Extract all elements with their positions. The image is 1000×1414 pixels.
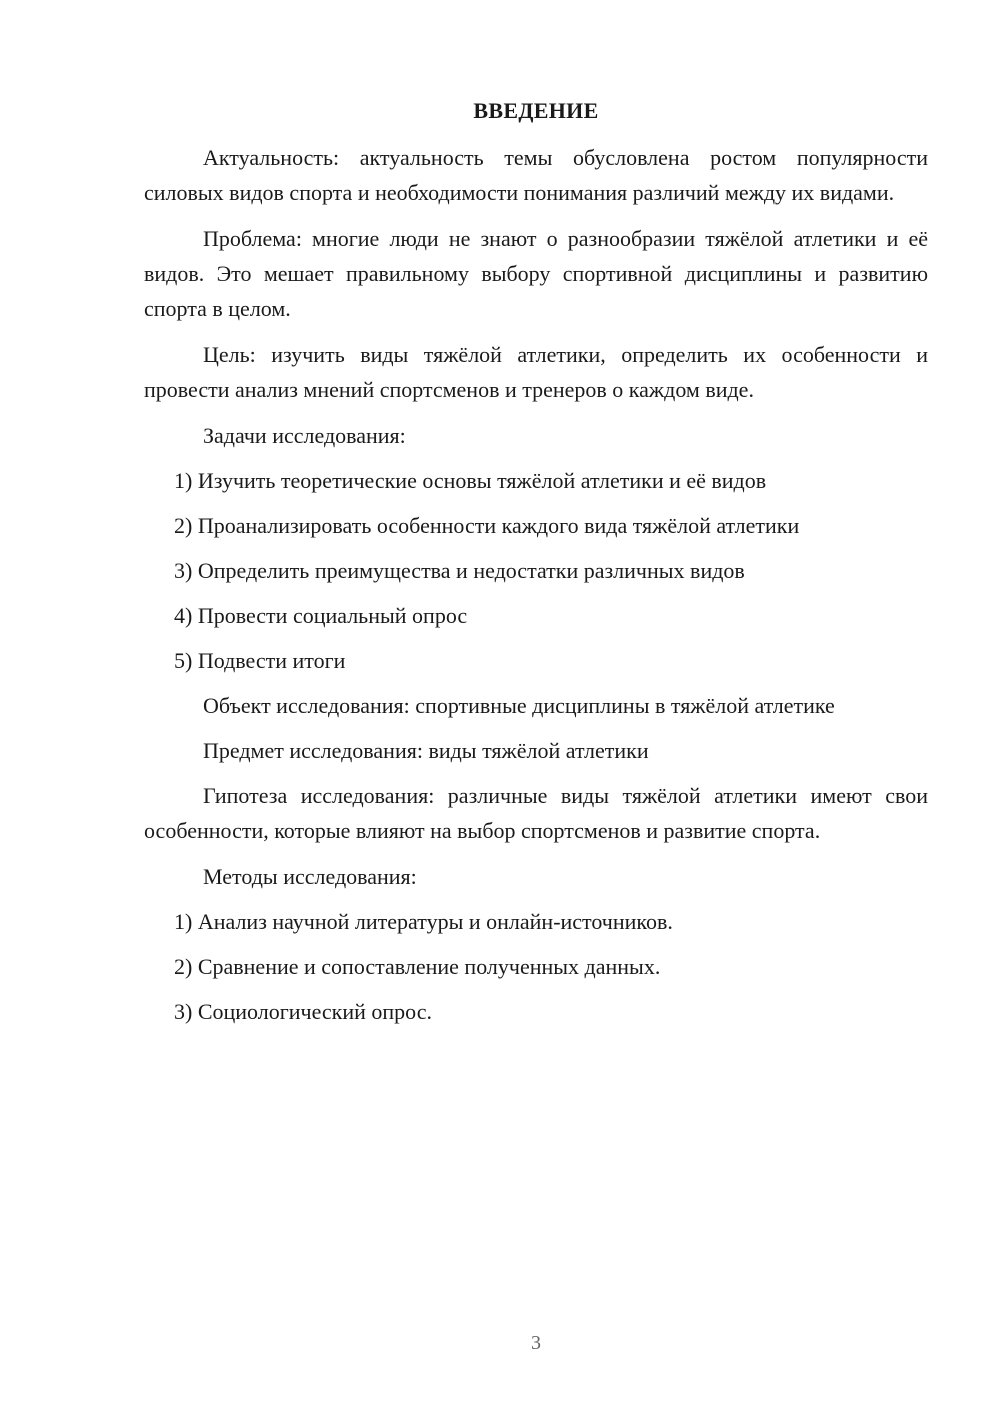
method-item: 1) Анализ научной литературы и онлайн-источников. [174, 909, 673, 934]
section-title: ВВЕДЕНИЕ [473, 98, 599, 123]
method-item: 3) Социологический опрос. [174, 999, 432, 1024]
tasks-list [144, 463, 928, 678]
relevance-paragraph: Актуальность: актуальность темы обусловлена ростом популярности силовых видов спорта и необходимости понимания различий между их видами. [144, 145, 928, 205]
hypothesis-paragraph: Гипотеза исследования: различные виды тяжёлой атлетики имеют свои особенности, которые влияют на выбор спортсменов и развитие спорта. [144, 783, 928, 843]
document-page [144, 96, 928, 1039]
task-item: 1) Изучить теоретические основы тяжёлой атлетики и её видов [174, 468, 767, 493]
methods-list [144, 904, 928, 1029]
method-item: 2) Сравнение и сопоставление полученных данных. [174, 954, 661, 979]
object-line: Объект исследования: спортивные дисциплины в тяжёлой атлетике [203, 693, 835, 718]
task-item: 3) Определить преимущества и недостатки различных видов [174, 558, 745, 583]
task-item: 4) Провести социальный опрос [174, 603, 468, 628]
subject-line: Предмет исследования: виды тяжёлой атлетики [203, 738, 649, 763]
tasks-heading: Задачи исследования: [203, 423, 406, 448]
task-item: 2) Проанализировать особенности каждого вида тяжёлой атлетики [174, 513, 800, 538]
page-number: 3 [531, 1332, 541, 1354]
problem-paragraph: Проблема: многие люди не знают о разнообразии тяжёлой атлетики и её видов. Это мешает правильному выбору спортивной дисциплины и развитию спорта в целом. [144, 226, 928, 321]
methods-heading: Методы исследования: [203, 864, 417, 889]
task-item: 5) Подвести итоги [174, 648, 346, 673]
goal-paragraph: Цель: изучить виды тяжёлой атлетики, определить их особенности и провести анализ мнений спортсменов и тренеров о каждом виде. [144, 342, 928, 402]
